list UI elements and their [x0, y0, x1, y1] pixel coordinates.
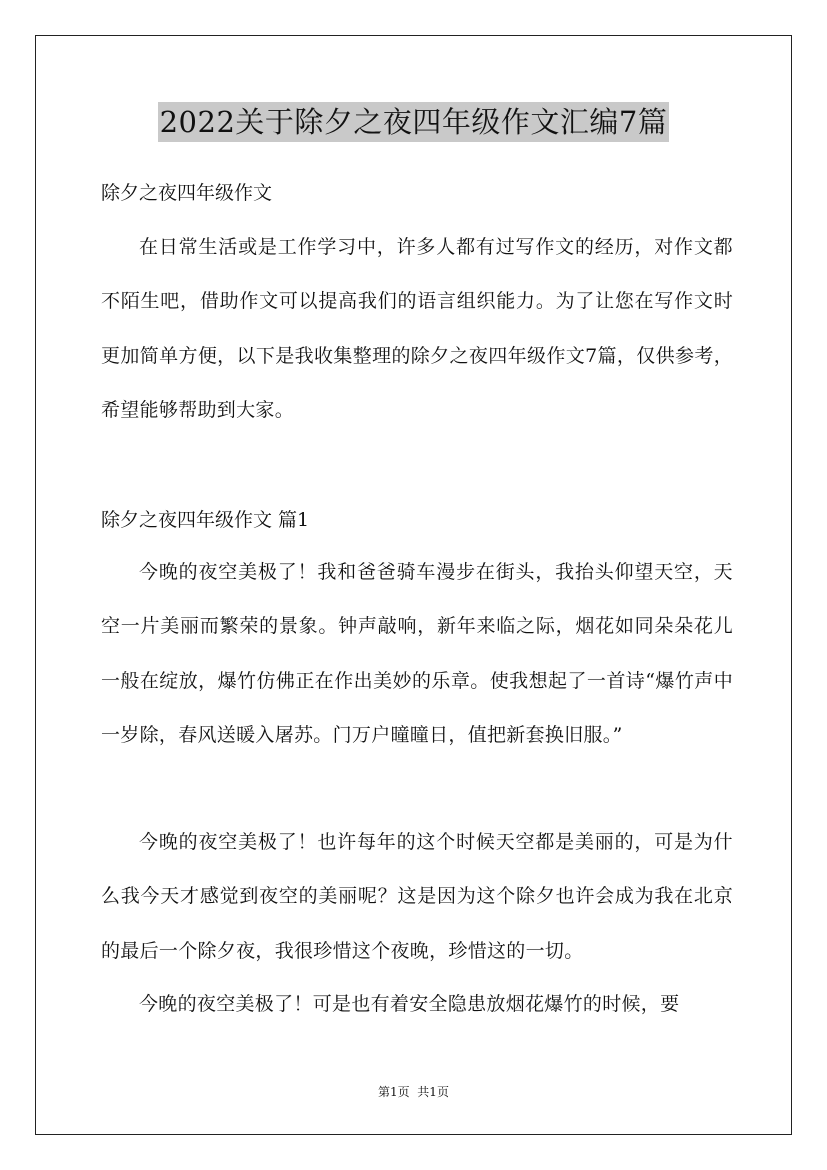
body-paragraph: 今晚的夜空美极了！也许每年的这个时候天空都是美丽的，可是为什么我今天才感觉到夜空的美丽呢？这是因为这个除夕也许会成为我在北京的最后一个除夕夜，我很珍惜这个夜晚，珍惜这的一切。 — [101, 831, 733, 962]
body-paragraph: 今晚的夜空美极了！我和爸爸骑车漫步在街头，我抬头仰望天空，天空一片美丽而繁荣的景象。钟声敲响，新年来临之际，烟花如同朵朵花儿一般在绽放，爆竹仿佛正在作出美妙的乐章。使我想起了一首诗“爆竹声中一岁除，春风送暖入屠苏。门万户曈曈日，值把新套换旧服。” — [101, 561, 733, 746]
document-title-container — [0, 102, 827, 142]
intro-paragraph: 在日常生活或是工作学习中，许多人都有过写作文的经历，对作文都不陌生吧，借助作文可以提高我们的语言组织能力。为了让您在写作文时更加简单方便，以下是我收集整理的除夕之夜四年级作文7篇，仅供参考，希望能够帮助到大家。 — [101, 236, 733, 421]
page-footer: 第1页 共1页 — [378, 1085, 449, 1099]
document-title: 2022关于除夕之夜四年级作文汇编7篇 — [158, 102, 670, 142]
section-heading: 除夕之夜四年级作文 篇1 — [101, 509, 310, 531]
body-paragraph: 今晚的夜空美极了！可是也有着安全隐患放烟花爆竹的时候，要 — [139, 993, 680, 1015]
intro-heading: 除夕之夜四年级作文 — [101, 182, 273, 204]
